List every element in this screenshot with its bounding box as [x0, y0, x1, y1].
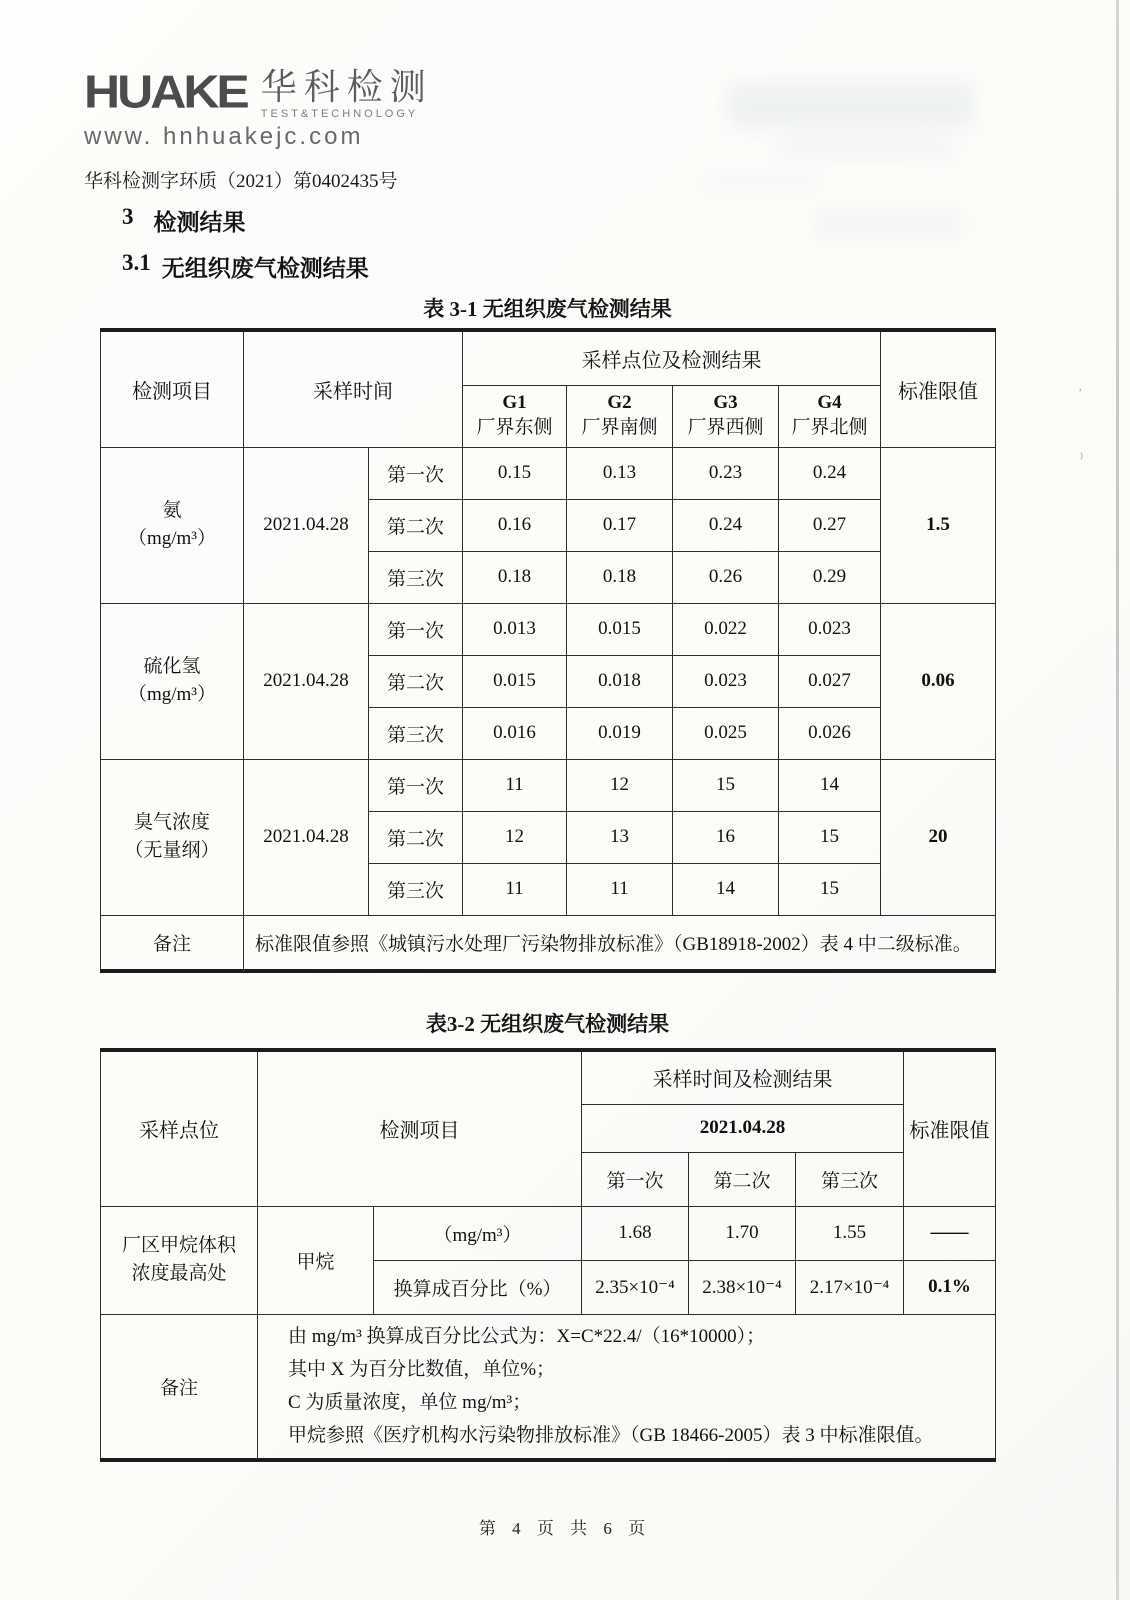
run-header-cell: 第二次 — [689, 1152, 796, 1206]
result-cell: 0.15 — [463, 447, 567, 499]
result-cell: 0.027 — [779, 655, 881, 707]
remark-label: 备注 — [101, 915, 244, 971]
result-cell: 1.55 — [796, 1206, 904, 1260]
result-cell: 0.16 — [463, 499, 567, 551]
date-header-cell: 2021.04.28 — [582, 1104, 904, 1152]
company-logo — [84, 68, 433, 120]
run-label-cell: 第二次 — [369, 655, 463, 707]
result-cell: 16 — [673, 811, 779, 863]
result-cell: 0.015 — [463, 655, 567, 707]
result-cell: 0.23 — [673, 447, 779, 499]
result-cell: 0.016 — [463, 707, 567, 759]
run-label-cell: 第三次 — [369, 863, 463, 915]
item-name: 臭气浓度 — [133, 812, 210, 833]
run-label-cell: 第三次 — [369, 707, 463, 759]
result-cell: 13 — [567, 811, 673, 863]
remark-line: 由 mg/m³ 换算成百分比公式为：X=C*22.4/（16*10000）； — [288, 1326, 766, 1348]
col-header-time: 采样时间 — [244, 330, 463, 447]
result-cell: 11 — [463, 863, 567, 915]
result-cell: 11 — [567, 863, 673, 915]
run-label-cell: 第三次 — [369, 551, 463, 603]
table1-title: 表 3-1 无组织废气检测结果 — [423, 297, 672, 321]
point-header-g2 — [567, 385, 673, 447]
logo-company-name: 华科检测 — [260, 67, 433, 107]
col-header-item: 检测项目 — [258, 1050, 582, 1206]
result-cell: 15 — [673, 759, 779, 811]
result-cell: 1.68 — [582, 1206, 689, 1260]
section-title: 检测结果 — [153, 210, 246, 235]
result-cell: 15 — [779, 811, 881, 863]
scan-speck: ’ — [1078, 385, 1083, 400]
result-cell: 0.18 — [463, 551, 567, 603]
date-cell: 2021.04.28 — [244, 759, 369, 915]
section-number: 3 — [122, 204, 134, 229]
result-cell: 0.17 — [567, 499, 673, 551]
point-code: G1 — [502, 392, 527, 413]
result-cell: 0.29 — [779, 551, 881, 603]
subsection-title: 无组织废气检测结果 — [161, 256, 369, 281]
letterhead — [84, 68, 433, 193]
limit-cell: 20 — [881, 759, 996, 915]
result-cell: 15 — [779, 863, 881, 915]
point-header-g3 — [673, 385, 779, 447]
run-header-cell: 第三次 — [796, 1152, 904, 1206]
row-label-cell: 换算成百分比（%） — [374, 1260, 582, 1314]
result-cell: 0.18 — [567, 551, 673, 603]
result-cell: 2.38×10⁻⁴ — [689, 1260, 796, 1314]
table2-title: 表3-2 无组织废气检测结果 — [425, 1012, 670, 1036]
point-location: 厂界北侧 — [791, 417, 868, 438]
point-header-g1 — [463, 385, 567, 447]
limit-cell: 0.1% — [904, 1260, 996, 1314]
remark-label: 备注 — [101, 1314, 258, 1460]
subsection-number: 3.1 — [122, 250, 151, 275]
result-cell: 14 — [779, 759, 881, 811]
point-location: 厂界东侧 — [476, 417, 553, 438]
point-location: 厂界西侧 — [687, 417, 764, 438]
point-code: G4 — [817, 392, 842, 413]
limit-cell: —— — [904, 1206, 996, 1260]
run-label-cell: 第二次 — [369, 499, 463, 551]
point-code: G2 — [607, 392, 632, 413]
result-cell: 0.24 — [779, 447, 881, 499]
item-name: 硫化氢 — [143, 656, 201, 677]
scan-speck: ⌢ — [1075, 451, 1091, 461]
result-cell: 2.17×10⁻⁴ — [796, 1260, 904, 1314]
remark-text: 标准限值参照《城镇污水处理厂污染物排放标准》（GB18918-2002）表 4 中二级标准。 — [244, 915, 996, 971]
logo-tagline: TEST&TECHNOLOGY — [260, 108, 419, 120]
result-cell: 12 — [567, 759, 673, 811]
col-header-point: 采样点位 — [101, 1050, 258, 1206]
remark-line: 其中 X 为百分比数值，单位%； — [288, 1359, 556, 1381]
page-number: 第 4 页 共 6 页 — [478, 1519, 652, 1538]
item-cell-methane: 甲烷 — [258, 1206, 374, 1314]
run-label-cell: 第一次 — [369, 603, 463, 655]
result-cell: 0.026 — [779, 707, 881, 759]
item-cell-ammonia — [101, 447, 244, 603]
item-cell-odor — [101, 759, 244, 915]
result-cell: 14 — [673, 863, 779, 915]
run-label-cell: 第一次 — [369, 759, 463, 811]
table-unorganized-gas-results-2 — [100, 1048, 996, 1462]
remark-line: C 为质量浓度，单位 mg/m³； — [288, 1392, 532, 1414]
date-cell: 2021.04.28 — [244, 447, 369, 603]
point-location: 厂界南侧 — [581, 417, 658, 438]
logo-wordmark: HUAKE — [84, 66, 247, 118]
result-cell: 0.019 — [567, 707, 673, 759]
col-header-points-results: 采样点位及检测结果 — [463, 330, 881, 385]
run-header-cell: 第一次 — [582, 1152, 689, 1206]
bleed-through-artifact — [778, 138, 953, 158]
item-unit: （mg/m³） — [127, 684, 217, 705]
limit-cell: 0.06 — [881, 603, 996, 759]
result-cell: 0.015 — [567, 603, 673, 655]
result-cell: 1.70 — [689, 1206, 796, 1260]
date-cell: 2021.04.28 — [244, 603, 369, 759]
col-header-limit: 标准限值 — [904, 1050, 996, 1206]
result-cell: 0.26 — [673, 551, 779, 603]
result-cell: 0.24 — [673, 499, 779, 551]
col-header-time-results: 采样时间及检测结果 — [582, 1050, 904, 1104]
company-website: www. hnhuakejc.com — [84, 123, 364, 150]
remark-text — [258, 1314, 996, 1460]
scan-edge-shadow — [1116, 0, 1119, 1600]
result-cell: 12 — [463, 811, 567, 863]
bleed-through-artifact — [728, 82, 973, 128]
result-cell: 0.022 — [673, 603, 779, 655]
subsection-heading — [122, 250, 369, 283]
col-header-item: 检测项目 — [101, 330, 244, 447]
result-cell: 0.023 — [673, 655, 779, 707]
row-label-cell: （mg/m³） — [374, 1206, 582, 1260]
report-number: 华科检测字环质（2021）第0402435号 — [84, 171, 398, 192]
sampling-point-line1: 厂区甲烷体积 — [121, 1235, 236, 1256]
sampling-point-cell — [101, 1206, 258, 1314]
result-cell: 0.27 — [779, 499, 881, 551]
remark-line: 甲烷参照《医疗机构水污染物排放标准》（GB 18466-2005）表 3 中标准限值。 — [288, 1425, 934, 1447]
col-header-limit: 标准限值 — [881, 330, 996, 447]
run-label-cell: 第二次 — [369, 811, 463, 863]
item-unit: （无量纲） — [124, 840, 220, 861]
result-cell: 0.025 — [673, 707, 779, 759]
item-unit: （mg/m³） — [127, 528, 217, 549]
bleed-through-artifact — [815, 212, 960, 236]
item-cell-hydrogen-sulfide — [101, 603, 244, 759]
item-name: 氨 — [162, 500, 182, 521]
sampling-point-line2: 浓度最高处 — [131, 1263, 227, 1284]
result-cell: 0.023 — [779, 603, 881, 655]
limit-cell: 1.5 — [881, 447, 996, 603]
table-unorganized-gas-results-1 — [100, 328, 996, 973]
bleed-through-artifact — [700, 175, 820, 189]
point-header-g4 — [779, 385, 881, 447]
point-code: G3 — [713, 392, 738, 413]
result-cell: 2.35×10⁻⁴ — [582, 1260, 689, 1314]
run-label-cell: 第一次 — [369, 447, 463, 499]
result-cell: 0.013 — [463, 603, 567, 655]
result-cell: 0.13 — [567, 447, 673, 499]
section-heading — [122, 204, 246, 237]
result-cell: 0.018 — [567, 655, 673, 707]
result-cell: 11 — [463, 759, 567, 811]
